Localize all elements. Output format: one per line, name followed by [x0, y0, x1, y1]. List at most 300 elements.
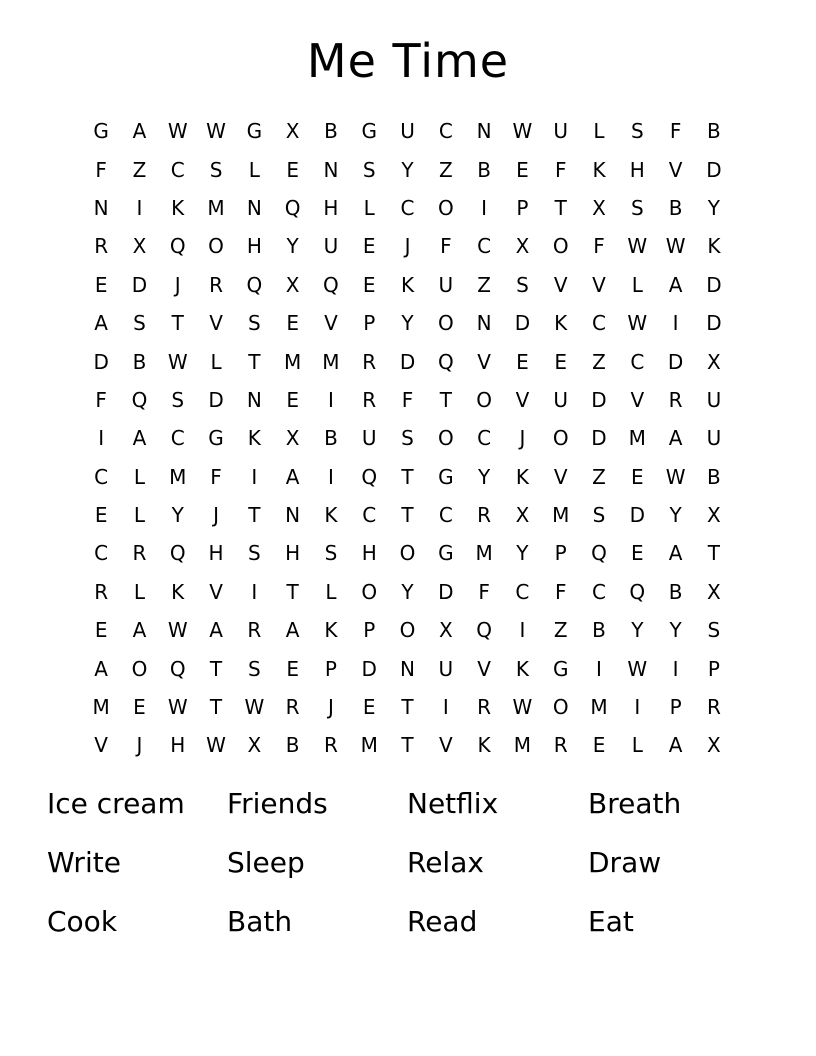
grid-letter[interactable]: T — [401, 503, 414, 528]
grid-letter[interactable]: L — [593, 119, 605, 144]
grid-letter[interactable]: R — [477, 695, 492, 720]
grid-letter[interactable]: R — [362, 349, 377, 374]
grid-letter[interactable]: N — [246, 387, 262, 412]
grid-letter[interactable]: Y — [669, 618, 682, 643]
grid-letter[interactable]: R — [323, 733, 338, 758]
grid-letter[interactable]: V — [209, 579, 223, 604]
grid-letter[interactable]: U — [553, 119, 569, 144]
grid-letter[interactable]: I — [442, 695, 449, 720]
grid-letter[interactable]: J — [174, 272, 181, 297]
grid-letter[interactable]: G — [361, 119, 377, 144]
grid-letter[interactable]: E — [554, 349, 568, 374]
grid-letter[interactable]: V — [94, 733, 108, 758]
grid-letter[interactable]: C — [592, 311, 606, 336]
grid-letter[interactable]: D — [591, 387, 607, 412]
grid-letter[interactable]: O — [437, 195, 454, 220]
grid-letter[interactable]: A — [285, 618, 300, 643]
grid-letter[interactable]: S — [133, 311, 146, 336]
grid-letter[interactable]: F — [210, 464, 222, 489]
grid-letter[interactable]: T — [554, 195, 567, 220]
grid-letter[interactable]: H — [323, 195, 339, 220]
grid-letter[interactable]: A — [132, 618, 147, 643]
grid-letter[interactable]: B — [707, 464, 721, 489]
grid-letter[interactable]: Q — [323, 272, 339, 297]
grid-letter[interactable]: D — [438, 579, 454, 604]
grid-letter[interactable]: I — [136, 195, 143, 220]
grid-letter[interactable]: X — [707, 503, 721, 528]
grid-letter[interactable]: Z — [477, 272, 491, 297]
grid-letter[interactable]: Y — [286, 234, 299, 259]
grid-letter[interactable]: R — [94, 579, 109, 604]
grid-letter[interactable]: D — [208, 387, 224, 412]
grid-letter[interactable]: T — [248, 503, 261, 528]
grid-letter[interactable]: R — [94, 234, 109, 259]
grid-letter[interactable]: M — [92, 695, 110, 720]
grid-letter[interactable]: S — [324, 541, 338, 566]
grid-letter[interactable]: O — [552, 426, 569, 451]
grid-letter[interactable]: O — [552, 234, 569, 259]
grid-letter[interactable]: G — [246, 119, 263, 144]
word-list-item: Read — [407, 905, 478, 938]
grid-letter[interactable]: I — [327, 387, 334, 412]
grid-letter[interactable]: A — [94, 311, 108, 336]
grid-letter[interactable]: X — [592, 195, 606, 220]
grid-letter[interactable]: X — [438, 618, 453, 643]
grid-letter[interactable]: A — [132, 119, 147, 144]
grid-letter[interactable]: E — [286, 157, 299, 182]
grid-letter[interactable]: O — [476, 387, 492, 412]
grid-letter[interactable]: U — [361, 426, 377, 451]
grid-letter[interactable]: E — [133, 695, 146, 720]
grid-letter[interactable]: E — [362, 272, 376, 297]
grid-letter[interactable]: D — [93, 349, 109, 374]
grid-letter[interactable]: S — [516, 272, 529, 297]
grid-letter[interactable]: X — [707, 733, 721, 758]
grid-letter[interactable]: C — [592, 579, 606, 604]
grid-letter[interactable]: E — [286, 387, 299, 412]
grid-letter[interactable]: X — [707, 349, 721, 374]
word-list-item: Friends — [227, 787, 328, 820]
grid-letter[interactable]: V — [515, 387, 530, 412]
grid-letter[interactable]: G — [93, 119, 109, 144]
grid-letter[interactable]: G — [208, 426, 224, 451]
word-list-item: Write — [47, 846, 121, 879]
grid-letter[interactable]: I — [596, 656, 602, 681]
grid-letter[interactable]: Y — [478, 464, 491, 489]
grid-letter[interactable]: E — [362, 234, 376, 259]
grid-letter[interactable]: L — [363, 195, 375, 220]
grid-letter[interactable]: Y — [669, 503, 682, 528]
grid-letter[interactable]: S — [247, 541, 261, 566]
grid-letter[interactable]: Y — [171, 503, 184, 528]
grid-letter[interactable]: S — [362, 157, 376, 182]
grid-letter[interactable]: Q — [131, 387, 148, 412]
grid-letter[interactable]: V — [324, 311, 338, 336]
grid-letter[interactable]: Q — [476, 618, 492, 643]
grid-letter[interactable]: B — [592, 618, 606, 643]
grid-letter[interactable]: H — [208, 541, 224, 566]
grid-letter[interactable]: E — [94, 618, 108, 643]
grid-letter[interactable]: F — [95, 387, 107, 412]
grid-letter[interactable]: W — [206, 119, 226, 144]
grid-letter[interactable]: X — [285, 119, 300, 144]
grid-letter[interactable]: T — [439, 387, 452, 412]
grid-letter[interactable]: X — [707, 579, 721, 604]
grid-letter[interactable]: B — [668, 195, 683, 220]
letter-grid — [82, 112, 733, 765]
grid-letter[interactable]: E — [630, 541, 644, 566]
grid-letter[interactable]: J — [136, 733, 143, 758]
grid-letter[interactable]: I — [481, 195, 488, 220]
grid-letter[interactable]: E — [94, 272, 108, 297]
grid-letter[interactable]: P — [669, 695, 682, 720]
grid-letter[interactable]: O — [437, 311, 454, 336]
grid-letter[interactable]: Y — [401, 579, 414, 604]
grid-letter[interactable]: L — [631, 272, 643, 297]
grid-letter[interactable]: Q — [591, 541, 607, 566]
grid-letter[interactable]: O — [361, 579, 378, 604]
grid-letter[interactable]: P — [707, 656, 720, 681]
grid-letter[interactable]: Y — [516, 541, 529, 566]
grid-letter[interactable]: V — [592, 272, 606, 297]
grid-letter[interactable]: S — [209, 157, 223, 182]
grid-letter[interactable]: A — [668, 426, 683, 451]
grid-letter[interactable]: J — [404, 234, 411, 259]
grid-letter[interactable]: N — [93, 195, 109, 220]
grid-letter[interactable]: A — [94, 656, 108, 681]
grid-letter[interactable]: L — [248, 157, 260, 182]
grid-letter[interactable]: G — [438, 464, 454, 489]
grid-letter[interactable]: I — [672, 311, 679, 336]
grid-letter[interactable]: V — [477, 349, 491, 374]
grid-letter[interactable]: D — [131, 272, 148, 297]
grid-letter[interactable]: D — [399, 349, 416, 374]
grid-letter[interactable]: D — [706, 272, 722, 297]
grid-letter[interactable]: F — [95, 157, 107, 182]
grid-letter[interactable]: T — [209, 695, 223, 720]
grid-letter[interactable]: B — [324, 426, 338, 451]
grid-letter[interactable]: T — [707, 541, 720, 566]
grid-letter[interactable]: B — [707, 119, 721, 144]
grid-letter[interactable]: C — [438, 119, 453, 144]
grid-letter[interactable]: R — [362, 387, 377, 412]
grid-letter[interactable]: J — [213, 503, 219, 528]
grid-letter[interactable]: I — [672, 656, 679, 681]
grid-letter[interactable]: F — [401, 387, 414, 412]
grid-letter[interactable]: A — [132, 426, 147, 451]
grid-letter[interactable]: F — [593, 234, 605, 259]
grid-letter[interactable]: U — [438, 272, 454, 297]
grid-letter[interactable]: U — [706, 387, 722, 412]
grid-letter[interactable]: V — [553, 272, 568, 297]
grid-letter[interactable]: O — [399, 541, 416, 566]
grid-letter[interactable]: C — [170, 426, 185, 451]
grid-letter[interactable]: M — [628, 426, 646, 451]
grid-letter[interactable]: Z — [592, 349, 606, 374]
grid-letter[interactable]: O — [399, 618, 416, 643]
grid-letter[interactable]: W — [512, 695, 533, 720]
grid-letter[interactable]: Q — [629, 579, 646, 604]
grid-letter[interactable]: C — [477, 426, 492, 451]
grid-letter[interactable]: S — [247, 311, 261, 336]
grid-letter[interactable]: I — [98, 426, 105, 451]
grid-letter[interactable]: M — [590, 695, 608, 720]
grid-letter[interactable]: W — [167, 618, 188, 643]
grid-letter[interactable]: V — [477, 656, 491, 681]
grid-letter[interactable]: B — [285, 733, 300, 758]
word-list-item: Bath — [227, 905, 293, 938]
grid-letter[interactable]: X — [285, 426, 300, 451]
grid-letter[interactable]: M — [169, 464, 187, 489]
grid-letter[interactable]: E — [94, 503, 108, 528]
grid-letter[interactable]: E — [516, 349, 529, 374]
grid-letter[interactable]: T — [286, 579, 299, 604]
grid-letter[interactable]: N — [323, 157, 339, 182]
grid-letter[interactable]: D — [361, 656, 377, 681]
grid-letter[interactable]: S — [630, 119, 644, 144]
grid-letter[interactable]: B — [477, 157, 491, 182]
grid-letter[interactable]: Y — [707, 195, 720, 220]
grid-letter[interactable]: A — [668, 541, 683, 566]
grid-letter[interactable]: L — [325, 579, 337, 604]
word-list-item: Eat — [588, 905, 634, 938]
grid-letter[interactable]: K — [324, 618, 338, 643]
grid-letter[interactable]: D — [706, 157, 722, 182]
grid-letter[interactable]: E — [286, 311, 299, 336]
grid-letter[interactable]: K — [171, 579, 185, 604]
grid-letter[interactable]: E — [516, 157, 529, 182]
grid-letter[interactable]: C — [94, 541, 109, 566]
grid-letter[interactable]: R — [477, 503, 492, 528]
grid-letter[interactable]: Z — [438, 157, 453, 182]
grid-letter[interactable]: M — [360, 733, 378, 758]
page-title: Me Time — [306, 34, 510, 88]
grid-letter[interactable]: Q — [169, 656, 186, 681]
grid-letter[interactable]: H — [629, 157, 645, 182]
grid-letter[interactable]: X — [132, 234, 147, 259]
grid-letter[interactable]: B — [132, 349, 147, 374]
grid-letter[interactable]: W — [627, 656, 648, 681]
grid-letter[interactable]: W — [665, 464, 686, 489]
grid-letter[interactable]: Q — [169, 234, 186, 259]
grid-letter[interactable]: A — [668, 733, 683, 758]
grid-letter[interactable]: D — [667, 349, 684, 374]
grid-letter[interactable]: W — [512, 119, 533, 144]
grid-letter[interactable]: G — [438, 541, 454, 566]
grid-letter[interactable]: K — [707, 234, 721, 259]
grid-letter[interactable]: M — [322, 349, 340, 374]
grid-letter[interactable]: D — [706, 311, 722, 336]
grid-letter[interactable]: T — [401, 733, 414, 758]
grid-letter[interactable]: Z — [592, 464, 606, 489]
grid-letter[interactable]: P — [363, 311, 376, 336]
grid-letter[interactable]: H — [246, 234, 262, 259]
grid-letter[interactable]: P — [554, 541, 567, 566]
grid-letter[interactable]: I — [327, 464, 334, 489]
grid-letter[interactable]: K — [592, 157, 606, 182]
grid-letter[interactable]: Z — [553, 618, 568, 643]
grid-letter[interactable]: H — [170, 733, 186, 758]
grid-letter[interactable]: C — [477, 234, 492, 259]
grid-letter[interactable]: Y — [401, 157, 414, 182]
grid-letter[interactable]: H — [285, 541, 301, 566]
grid-letter[interactable]: I — [251, 579, 258, 604]
grid-letter[interactable]: K — [324, 503, 338, 528]
grid-letter[interactable]: J — [327, 695, 334, 720]
grid-letter[interactable]: E — [362, 695, 376, 720]
grid-letter[interactable]: W — [244, 695, 265, 720]
grid-letter[interactable]: K — [515, 656, 529, 681]
grid-letter[interactable]: H — [361, 541, 377, 566]
grid-letter[interactable]: C — [170, 157, 185, 182]
grid-letter[interactable]: W — [627, 311, 648, 336]
grid-letter[interactable]: R — [132, 541, 147, 566]
grid-letter[interactable]: T — [401, 695, 414, 720]
grid-letter[interactable]: S — [401, 426, 414, 451]
grid-letter[interactable]: L — [210, 349, 222, 374]
grid-letter[interactable]: T — [401, 464, 414, 489]
grid-letter[interactable]: A — [209, 618, 223, 643]
grid-letter[interactable]: U — [553, 387, 569, 412]
grid-letter[interactable]: Q — [169, 541, 186, 566]
grid-letter[interactable]: C — [94, 464, 109, 489]
grid-letter[interactable]: U — [438, 656, 454, 681]
grid-letter[interactable]: E — [286, 656, 299, 681]
grid-letter[interactable]: Y — [401, 311, 414, 336]
grid-letter[interactable]: S — [171, 387, 185, 412]
grid-letter[interactable]: L — [133, 503, 146, 528]
word-list-item: Netflix — [407, 787, 499, 820]
grid-letter[interactable]: I — [251, 464, 258, 489]
grid-letter[interactable]: B — [324, 119, 338, 144]
grid-letter[interactable]: O — [437, 426, 454, 451]
grid-letter[interactable]: K — [400, 272, 415, 297]
grid-letter[interactable]: W — [206, 733, 226, 758]
grid-letter[interactable]: L — [133, 579, 146, 604]
grid-letter[interactable]: X — [285, 272, 300, 297]
grid-letter[interactable]: W — [167, 349, 188, 374]
grid-letter[interactable]: K — [247, 426, 261, 451]
grid-letter[interactable]: K — [515, 464, 529, 489]
grid-letter[interactable]: M — [475, 541, 493, 566]
grid-letter[interactable]: F — [669, 119, 682, 144]
grid-letter[interactable]: A — [285, 464, 300, 489]
grid-letter[interactable]: D — [629, 503, 645, 528]
grid-letter[interactable]: S — [707, 618, 721, 643]
word-list — [47, 780, 768, 957]
grid-letter[interactable]: Z — [132, 157, 147, 182]
grid-letter[interactable]: I — [634, 695, 641, 720]
grid-letter[interactable]: W — [665, 234, 686, 259]
grid-letter[interactable]: W — [167, 695, 188, 720]
grid-letter[interactable]: C — [630, 349, 645, 374]
grid-letter[interactable]: T — [171, 311, 184, 336]
grid-letter[interactable]: U — [400, 119, 415, 144]
grid-letter[interactable]: W — [167, 119, 188, 144]
grid-letter[interactable]: N — [285, 503, 301, 528]
grid-letter[interactable]: F — [478, 579, 490, 604]
word-list-item: Cook — [47, 905, 118, 938]
grid-letter[interactable]: M — [207, 195, 225, 220]
grid-letter[interactable]: N — [400, 656, 415, 681]
grid-letter[interactable]: K — [477, 733, 491, 758]
grid-letter[interactable]: T — [209, 656, 223, 681]
grid-letter[interactable]: P — [363, 618, 376, 643]
grid-letter[interactable]: V — [630, 387, 645, 412]
grid-letter[interactable]: E — [592, 733, 606, 758]
grid-letter[interactable]: V — [668, 157, 683, 182]
grid-letter[interactable]: Q — [361, 464, 378, 489]
grid-letter[interactable]: R — [706, 695, 721, 720]
grid-letter[interactable]: F — [554, 157, 567, 182]
grid-letter[interactable]: M — [284, 349, 302, 374]
grid-letter[interactable]: K — [554, 311, 568, 336]
grid-letter[interactable]: V — [553, 464, 568, 489]
grid-letter[interactable]: R — [668, 387, 683, 412]
grid-letter[interactable]: P — [516, 195, 529, 220]
grid-letter[interactable]: O — [131, 656, 148, 681]
grid-letter[interactable]: P — [324, 656, 337, 681]
grid-letter[interactable]: U — [323, 234, 339, 259]
grid-letter[interactable]: R — [285, 695, 300, 720]
grid-letter[interactable]: M — [552, 503, 570, 528]
grid-letter[interactable]: C — [438, 503, 453, 528]
grid-letter[interactable]: M — [513, 733, 532, 758]
grid-letter[interactable]: L — [631, 733, 643, 758]
grid-letter[interactable]: G — [552, 656, 569, 681]
grid-letter[interactable]: L — [133, 464, 146, 489]
grid-letter[interactable]: Q — [284, 195, 301, 220]
grid-letter[interactable]: X — [515, 503, 530, 528]
grid-letter[interactable]: R — [553, 733, 568, 758]
grid-letter[interactable]: C — [400, 195, 415, 220]
grid-letter[interactable]: X — [247, 733, 262, 758]
grid-letter[interactable]: S — [630, 195, 644, 220]
grid-letter[interactable]: D — [514, 311, 531, 336]
grid-letter[interactable]: V — [438, 733, 453, 758]
word-list-item: Sleep — [227, 846, 305, 879]
grid-letter[interactable]: V — [209, 311, 223, 336]
grid-letter[interactable]: W — [627, 234, 648, 259]
grid-letter[interactable]: O — [208, 234, 224, 259]
grid-letter[interactable]: E — [630, 464, 644, 489]
grid-letter[interactable]: Q — [246, 272, 263, 297]
grid-letter[interactable]: N — [246, 195, 262, 220]
grid-letter[interactable]: J — [519, 426, 526, 451]
grid-letter[interactable]: R — [209, 272, 223, 297]
grid-letter[interactable]: C — [515, 579, 530, 604]
grid-letter[interactable]: U — [706, 426, 722, 451]
grid-letter[interactable]: S — [592, 503, 606, 528]
grid-letter[interactable]: B — [668, 579, 683, 604]
grid-letter[interactable]: N — [476, 311, 492, 336]
grid-letter[interactable]: Q — [437, 349, 454, 374]
grid-letter[interactable]: S — [247, 656, 261, 681]
grid-letter[interactable]: N — [476, 119, 492, 144]
grid-letter[interactable]: T — [248, 349, 261, 374]
grid-letter[interactable]: A — [668, 272, 683, 297]
grid-letter[interactable]: F — [440, 234, 452, 259]
grid-letter[interactable]: F — [554, 579, 567, 604]
grid-letter[interactable]: O — [552, 695, 569, 720]
grid-letter[interactable]: K — [171, 195, 185, 220]
grid-letter[interactable]: C — [362, 503, 377, 528]
grid-letter[interactable]: Y — [631, 618, 644, 643]
grid-letter[interactable]: R — [247, 618, 262, 643]
grid-letter[interactable]: D — [591, 426, 607, 451]
grid-letter[interactable]: X — [515, 234, 530, 259]
grid-letter[interactable]: I — [519, 618, 526, 643]
